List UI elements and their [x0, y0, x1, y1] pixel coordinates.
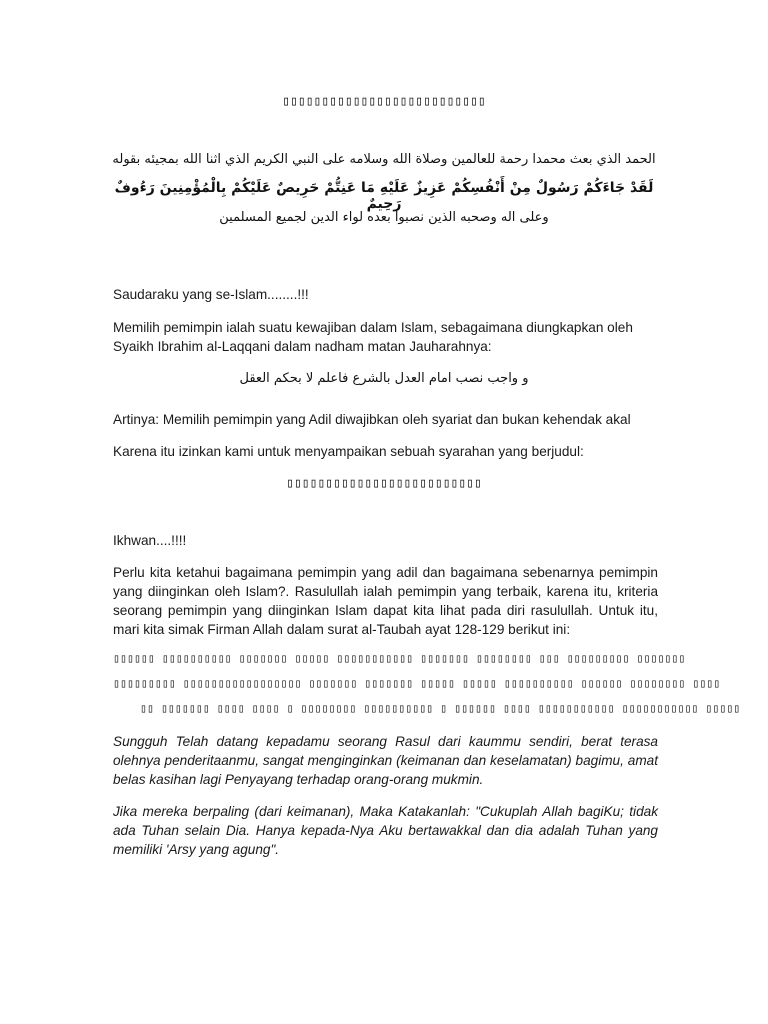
quran-verse-line-3: ▯▯ ▯▯▯▯▯▯▯ ▯▯▯▯ ▯▯▯▯ ▯ ▯▯▯▯▯▯▯▯ ▯▯▯▯▯▯▯▯▯▯ ▯ ▯▯▯▯▯▯ ▯▯▯▯ ▯▯▯▯▯▯▯▯▯▯▯ ▯▯▯▯▯▯▯▯▯▯▯ ▯▯▯▯▯: [140, 701, 741, 715]
greeting: Saudaraku yang se-Islam........!!!: [113, 287, 309, 302]
quran-verse-line-1: ▯▯▯▯▯▯ ▯▯▯▯▯▯▯▯▯▯ ▯▯▯▯▯▯▯ ▯▯▯▯▯ ▯▯▯▯▯▯▯▯▯▯▯ ▯▯▯▯▯▯▯ ▯▯▯▯▯▯▯▯ ▯▯▯ ▯▯▯▯▯▯▯▯▯ ▯▯▯▯▯▯▯: [113, 651, 686, 665]
quran-verse-line-2: ▯▯▯▯▯▯▯▯▯ ▯▯▯▯▯▯▯▯▯▯▯▯▯▯▯▯▯ ▯▯▯▯▯▯▯ ▯▯▯▯▯▯▯ ▯▯▯▯▯ ▯▯▯▯▯ ▯▯▯▯▯▯▯▯▯▯ ▯▯▯▯▯▯ ▯▯▯▯▯▯▯▯ ▯▯▯▯: [113, 676, 721, 690]
paragraph-pemimpin-adil: Perlu kita ketahui bagaimana pemimpin yang adil dan bagaimana sebenarnya pemimpin yang diinginkan oleh Islam?. Rasulullah ialah pemimpin yang terbaik, karena itu, kriteria seorang pemimpin yang diinginkan Islam dapat kita lihat pada diri rasulullah. Untuk itu, mari kita simak Firman Allah dalam surat al-Taubah ayat 128-129 berikut ini:: [113, 565, 658, 637]
translation-verse-129: Jika mereka berpaling (dari keimanan), Maka Katakanlah: "Cukuplah Allah bagiKu; tidak ada Tuhan selain Dia. Hanya kepada-Nya Aku bertawakkal dan dia adalah Tuhan yang memiliki 'Arsy yang agung".: [113, 804, 658, 857]
arabic-opening-line-3: وعلى اله وصحبه الذين نصبوا بعده لواء الدين لجميع المسلمين: [219, 210, 549, 225]
paragraph-kewajiban: Memilih pemimpin ialah suatu kewajiban dalam Islam, sebagaimana diungkapkan oleh Syaikh Ibrahim al-Laqqani dalam nadham matan Jauharahnya:: [113, 320, 633, 354]
arabic-opening-line-2: لَقَدْ جَاءَكُمْ رَسُولٌ مِنْ أَنْفُسِكُمْ عَزِيزٌ عَلَيْهِ مَا عَنِتُّمْ حَرِيصٌ عَلَيْكُمْ بِالْمُؤْمِنِينَ رَءُوفٌ رَحِيمٌ: [114, 180, 654, 212]
translation-verse-128: Sungguh Telah datang kepadamu seorang Rasul dari kaummu sendiri, berat terasa olehnya penderitaanmu, sangat menginginkan (keimanan dan keselamatan) bagimu, amat belas kasihan lagi Penyayang terhadap orang-orang mukmin.: [113, 734, 658, 787]
greeting-ikhwan: Ikhwan....!!!!: [113, 533, 187, 548]
syarahan-title: ▯▯▯▯▯▯▯▯▯▯▯▯▯▯▯▯▯▯▯▯▯▯▯▯▯: [286, 476, 482, 491]
paragraph-syarahan-intro: Karena itu izinkan kami untuk menyampaikan sebuah syarahan yang berjudul:: [113, 444, 584, 459]
paragraph-artinya: Artinya: Memilih pemimpin yang Adil diwajibkan oleh syariat dan bukan kehendak akal: [113, 412, 631, 427]
arabic-opening-line-1: الحمد الذي بعث محمدا رحمة للعالمين وصلاة الله وسلامه على النبي الكريم الذي اثنا الله بمجيئه بقوله: [112, 152, 656, 167]
document-title: ▯▯▯▯▯▯▯▯▯▯▯▯▯▯▯▯▯▯▯▯▯▯▯▯▯▯: [282, 94, 486, 109]
arabic-verse-jauharah: و واجب نصب امام العدل بالشرع فاعلم لا بحكم العقل: [239, 371, 529, 386]
